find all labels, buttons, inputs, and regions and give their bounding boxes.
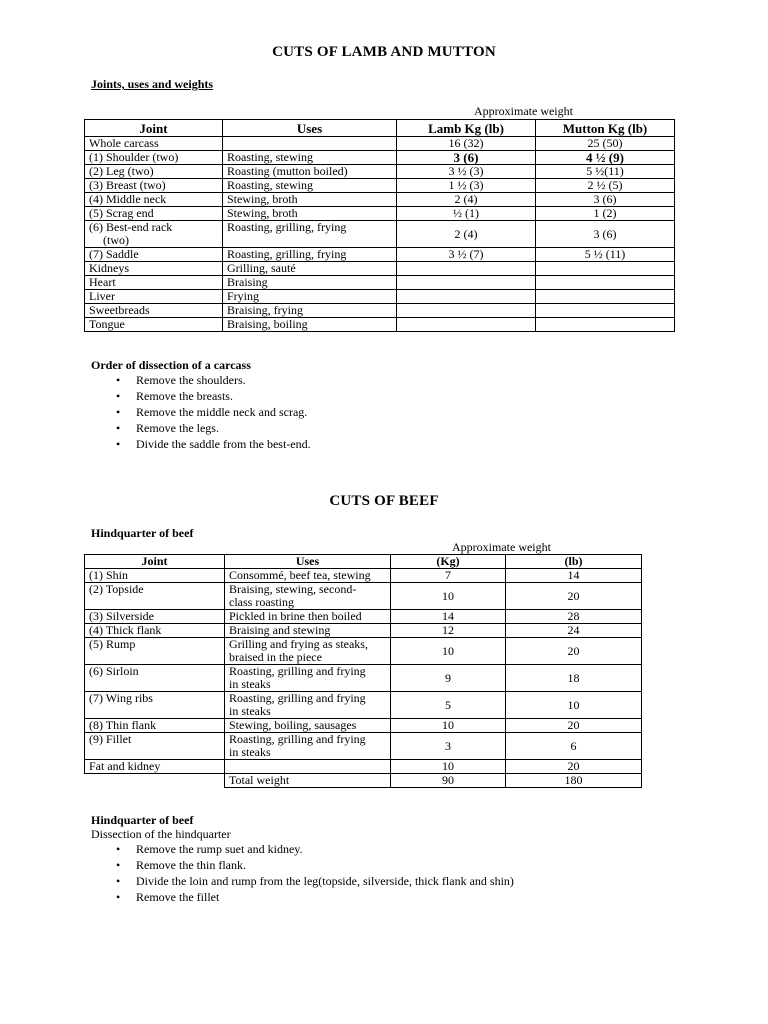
joint-cell: (3) Silverside <box>85 610 225 624</box>
lamb-weight-cell: 1 ½ (3) <box>397 179 536 193</box>
joint-cell: (8) Thin flank <box>85 719 225 733</box>
uses-cell: Stewing, broth <box>223 193 397 207</box>
kg-cell: 9 <box>391 665 506 692</box>
joint-line-2: (two) <box>103 233 129 247</box>
uses-cell: Stewing, boiling, sausages <box>225 719 391 733</box>
beef-dissection-list <box>114 841 514 905</box>
joint-cell: (6) Sirloin <box>85 665 225 692</box>
table-row <box>85 624 642 638</box>
uses-cell: Roasting, stewing <box>223 179 397 193</box>
uses-cell <box>225 583 391 610</box>
mutton-weight-cell <box>536 290 675 304</box>
joint-cell: (1) Shoulder (two) <box>85 151 223 165</box>
table-row <box>85 165 675 179</box>
total-lb-cell: 180 <box>506 774 642 788</box>
mutton-weight-cell: 5 ½(11) <box>536 165 675 179</box>
lb-cell: 24 <box>506 624 642 638</box>
uses-cell: Stewing, broth <box>223 207 397 221</box>
list-item: • Remove the legs. <box>114 420 311 436</box>
table-row <box>85 276 675 290</box>
mutton-weight-cell: 1 (2) <box>536 207 675 221</box>
uses-cell: Roasting, grilling, frying <box>223 221 397 248</box>
uses-cell: Roasting, grilling, frying <box>223 248 397 262</box>
table-row <box>85 137 675 151</box>
joint-cell: (7) Wing ribs <box>85 692 225 719</box>
beef-dissection-heading: Hindquarter of beef <box>91 813 194 827</box>
uses-line-2: in steaks <box>229 677 271 691</box>
kg-cell: 12 <box>391 624 506 638</box>
lamb-header-mutton: Mutton Kg (lb) <box>536 120 675 137</box>
table-row <box>85 733 642 760</box>
uses-line: Braising, stewing, second- <box>229 582 357 596</box>
lamb-weight-cell: 3 ½ (7) <box>397 248 536 262</box>
beef-dissection-subheading: Dissection of the hindquarter <box>91 827 231 841</box>
lamb-dissection-list <box>114 372 311 452</box>
list-item: • Remove the thin flank. <box>114 857 514 873</box>
lamb-weight-cell: 2 (4) <box>397 221 536 248</box>
beef-header-uses: Uses <box>225 555 391 569</box>
mutton-weight-cell <box>536 304 675 318</box>
lb-cell: 28 <box>506 610 642 624</box>
kg-cell: 10 <box>391 760 506 774</box>
lamb-header-lamb: Lamb Kg (lb) <box>397 120 536 137</box>
uses-cell: Braising <box>223 276 397 290</box>
lamb-weight-cell: 16 (32) <box>397 137 536 151</box>
table-row <box>85 193 675 207</box>
uses-cell: Braising, frying <box>223 304 397 318</box>
table-row <box>85 569 642 583</box>
mutton-weight-cell: 3 (6) <box>536 221 675 248</box>
kg-cell: 5 <box>391 692 506 719</box>
joint-cell: Sweetbreads <box>85 304 223 318</box>
table-row <box>85 318 675 332</box>
list-item: • Divide the loin and rump from the leg(topside, silverside, thick flank and shin) <box>114 873 514 889</box>
uses-cell: Roasting, stewing <box>223 151 397 165</box>
total-label: Total weight <box>225 774 391 788</box>
joint-cell: Tongue <box>85 318 223 332</box>
mutton-weight-cell <box>536 318 675 332</box>
uses-cell <box>225 760 391 774</box>
mutton-weight-cell: 5 ½ (11) <box>536 248 675 262</box>
beef-table-header-row <box>85 555 642 569</box>
uses-cell <box>225 692 391 719</box>
uses-cell <box>225 733 391 760</box>
list-item: • Remove the rump suet and kidney. <box>114 841 514 857</box>
lamb-weight-cell <box>397 262 536 276</box>
kg-cell: 10 <box>391 719 506 733</box>
beef-header-joint: Joint <box>85 555 225 569</box>
lb-cell: 20 <box>506 719 642 733</box>
lamb-weight-cell <box>397 276 536 290</box>
kg-cell: 10 <box>391 583 506 610</box>
lamb-weight-cell: 3 ½ (3) <box>397 165 536 179</box>
lamb-table-header-row <box>85 120 675 137</box>
lamb-weight-cell: ½ (1) <box>397 207 536 221</box>
table-row <box>85 760 642 774</box>
table-row <box>85 719 642 733</box>
mutton-weight-cell: 4 ½ (9) <box>536 151 675 165</box>
list-item: • Remove the middle neck and scrag. <box>114 404 311 420</box>
mutton-weight-cell: 2 ½ (5) <box>536 179 675 193</box>
joint-cell: Liver <box>85 290 223 304</box>
lb-cell: 20 <box>506 760 642 774</box>
lamb-table <box>84 119 675 332</box>
lb-cell: 20 <box>506 638 642 665</box>
beef-approx-weight-label: Approximate weight <box>452 540 551 554</box>
lamb-weight-cell: 3 (6) <box>397 151 536 165</box>
lamb-weight-cell: 2 (4) <box>397 193 536 207</box>
joint-cell: (9) Fillet <box>85 733 225 760</box>
lb-cell: 18 <box>506 665 642 692</box>
joint-cell: (7) Saddle <box>85 248 223 262</box>
table-row <box>85 692 642 719</box>
joint-cell: (3) Breast (two) <box>85 179 223 193</box>
list-item: • Remove the shoulders. <box>114 372 311 388</box>
list-item: • Divide the saddle from the best-end. <box>114 436 311 452</box>
uses-cell <box>225 638 391 665</box>
table-row <box>85 610 642 624</box>
kg-cell: 3 <box>391 733 506 760</box>
uses-cell: Braising and stewing <box>225 624 391 638</box>
table-row <box>85 665 642 692</box>
table-row <box>85 207 675 221</box>
uses-cell: Consommé, beef tea, stewing <box>225 569 391 583</box>
lamb-weight-cell <box>397 304 536 318</box>
lb-cell: 14 <box>506 569 642 583</box>
uses-line: Grilling and frying as steaks, <box>229 637 368 651</box>
lamb-weight-cell <box>397 318 536 332</box>
joint-cell: (2) Leg (two) <box>85 165 223 179</box>
uses-cell: Braising, boiling <box>223 318 397 332</box>
mutton-weight-cell <box>536 276 675 290</box>
lamb-weight-cell <box>397 290 536 304</box>
joint-cell: (4) Middle neck <box>85 193 223 207</box>
lamb-dissection-heading: Order of dissection of a carcass <box>91 358 251 372</box>
lamb-subtitle: Joints, uses and weights <box>91 77 214 91</box>
lamb-header-joint: Joint <box>85 120 223 137</box>
beef-header-kg: (Kg) <box>391 555 506 569</box>
joint-cell: (5) Scrag end <box>85 207 223 221</box>
table-row <box>85 248 675 262</box>
uses-cell <box>225 665 391 692</box>
joint-cell: Fat and kidney <box>85 760 225 774</box>
uses-cell: Pickled in brine then boiled <box>225 610 391 624</box>
list-item: • Remove the breasts. <box>114 388 311 404</box>
mutton-weight-cell: 25 (50) <box>536 137 675 151</box>
total-kg-cell: 90 <box>391 774 506 788</box>
uses-cell: Frying <box>223 290 397 304</box>
mutton-weight-cell: 3 (6) <box>536 193 675 207</box>
uses-line: Roasting, grilling and frying <box>229 691 366 705</box>
table-row <box>85 151 675 165</box>
joint-cell: Kidneys <box>85 262 223 276</box>
kg-cell: 14 <box>391 610 506 624</box>
joint-cell: Heart <box>85 276 223 290</box>
table-row <box>85 304 675 318</box>
uses-line-2: class roasting <box>229 595 294 609</box>
lamb-header-uses: Uses <box>223 120 397 137</box>
beef-header-lb: (lb) <box>506 555 642 569</box>
uses-line: Roasting, grilling and frying <box>229 732 366 746</box>
table-row <box>85 262 675 276</box>
beef-subtitle: Hindquarter of beef <box>91 526 194 540</box>
table-row <box>85 179 675 193</box>
joint-cell: (4) Thick flank <box>85 624 225 638</box>
joint-cell <box>85 221 223 248</box>
lb-cell: 10 <box>506 692 642 719</box>
joint-cell: (5) Rump <box>85 638 225 665</box>
table-row <box>85 638 642 665</box>
list-item: • Remove the fillet <box>114 889 514 905</box>
total-empty-cell <box>85 774 225 788</box>
beef-table <box>84 554 642 788</box>
joint-cell: (1) Shin <box>85 569 225 583</box>
mutton-weight-cell <box>536 262 675 276</box>
kg-cell: 10 <box>391 638 506 665</box>
uses-line-2: braised in the piece <box>229 650 322 664</box>
lb-cell: 20 <box>506 583 642 610</box>
uses-cell <box>223 137 397 151</box>
uses-line-2: in steaks <box>229 745 271 759</box>
uses-line-2: in steaks <box>229 704 271 718</box>
lamb-title: CUTS OF LAMB AND MUTTON <box>272 44 496 60</box>
table-row <box>85 221 675 248</box>
uses-cell: Grilling, sauté <box>223 262 397 276</box>
kg-cell: 7 <box>391 569 506 583</box>
table-row <box>85 290 675 304</box>
total-row <box>85 774 642 788</box>
uses-cell: Roasting (mutton boiled) <box>223 165 397 179</box>
lb-cell: 6 <box>506 733 642 760</box>
uses-line: Roasting, grilling and frying <box>229 664 366 678</box>
joint-cell: Whole carcass <box>85 137 223 151</box>
beef-title: CUTS OF BEEF <box>329 493 439 509</box>
joint-cell: (2) Topside <box>85 583 225 610</box>
lamb-approx-weight-label: Approximate weight <box>474 104 573 118</box>
table-row <box>85 583 642 610</box>
joint-line: (6) Best-end rack <box>89 220 173 234</box>
